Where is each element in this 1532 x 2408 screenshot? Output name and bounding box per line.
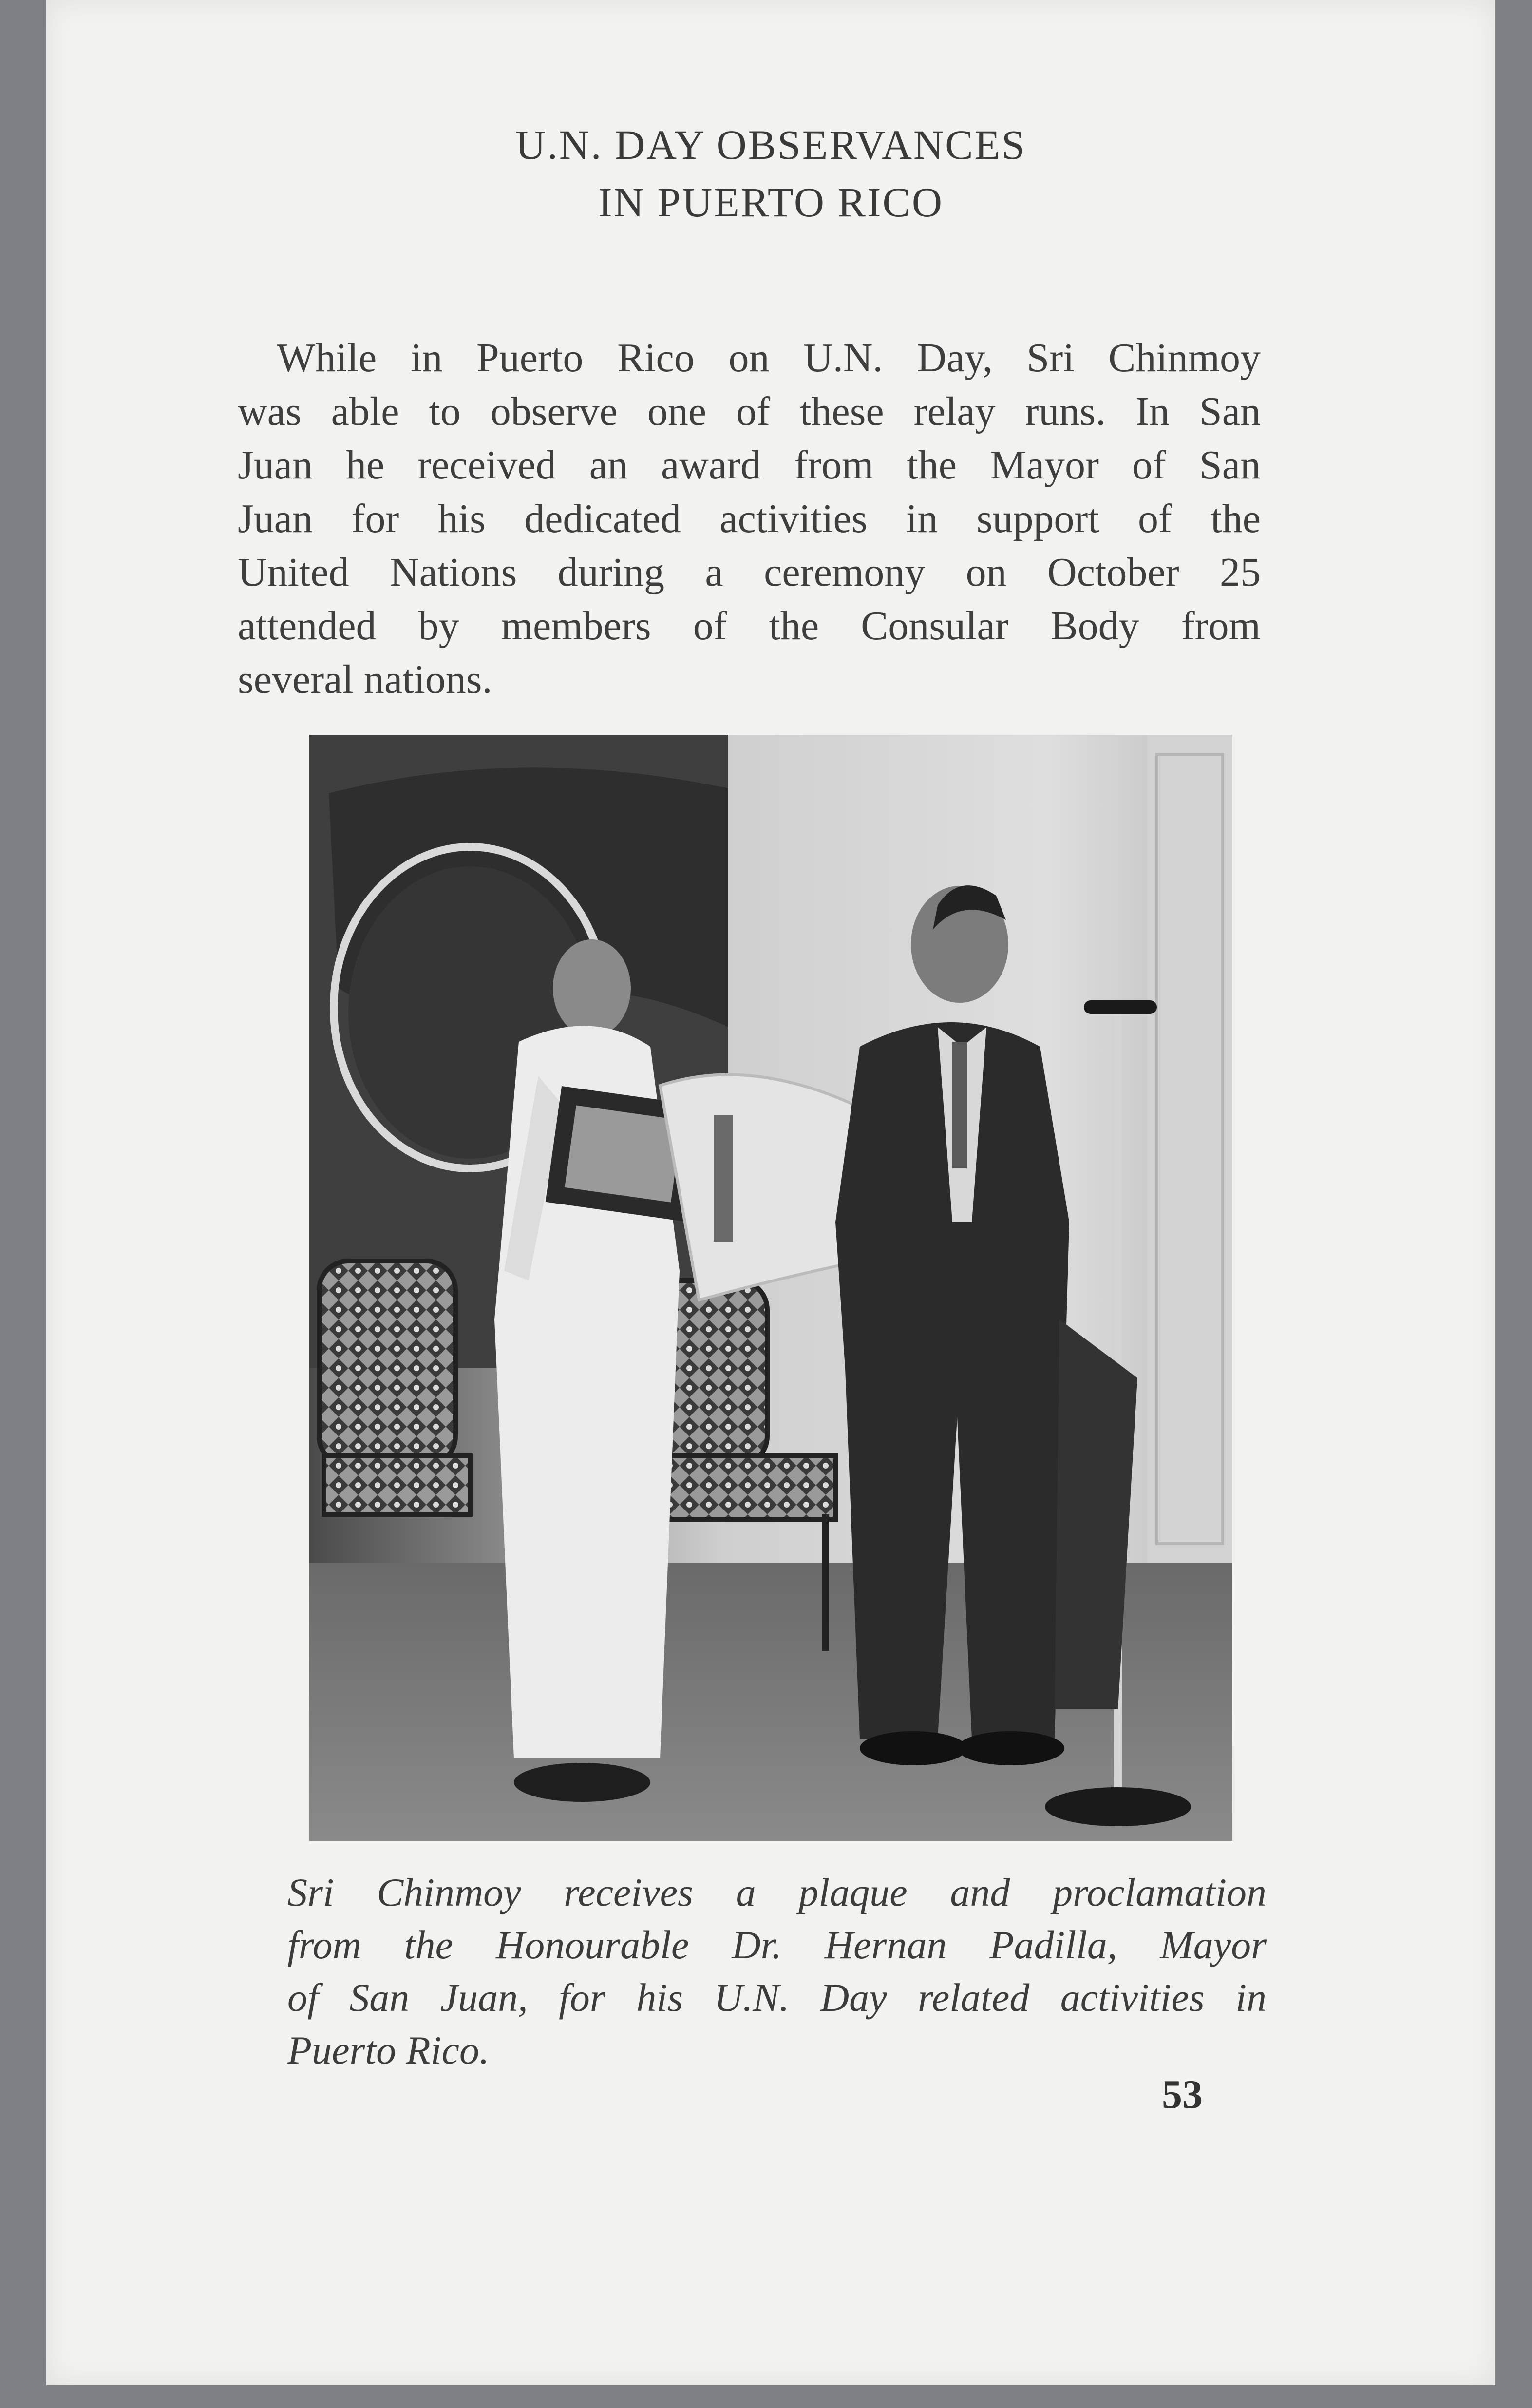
paragraph-line: Juan he received an award from the Mayor of San	[238, 442, 1261, 488]
page-number: 53	[1162, 2072, 1203, 2117]
page-title-line-1: U.N. DAY OBSERVANCES	[515, 121, 1026, 168]
caption-line: of San Juan, for his U.N. Day related activities in	[287, 1975, 1267, 2020]
paragraph-line: several nations.	[238, 657, 492, 702]
paragraph-line: Juan for his dedicated activities in support of the	[238, 496, 1261, 541]
photo-illustration	[309, 735, 1232, 1841]
caption-line: Puerto Rico.	[287, 2028, 490, 2072]
page-title-line-2: IN PUERTO RICO	[598, 179, 944, 226]
paragraph-line: While in Puerto Rico on U.N. Day, Sri Chinmoy	[277, 335, 1261, 381]
paragraph-line: was able to observe one of these relay runs. In San	[238, 389, 1261, 434]
caption-line: Sri Chinmoy receives a plaque and proclamation	[287, 1870, 1267, 1914]
paragraph-line: United Nations during a ceremony on October 25	[238, 550, 1261, 595]
ceremony-photo	[309, 735, 1232, 1841]
paragraph-line: attended by members of the Consular Body from	[238, 603, 1261, 649]
caption-line: from the Honourable Dr. Hernan Padilla, Mayor	[287, 1923, 1267, 1967]
document-page	[46, 0, 1495, 2385]
